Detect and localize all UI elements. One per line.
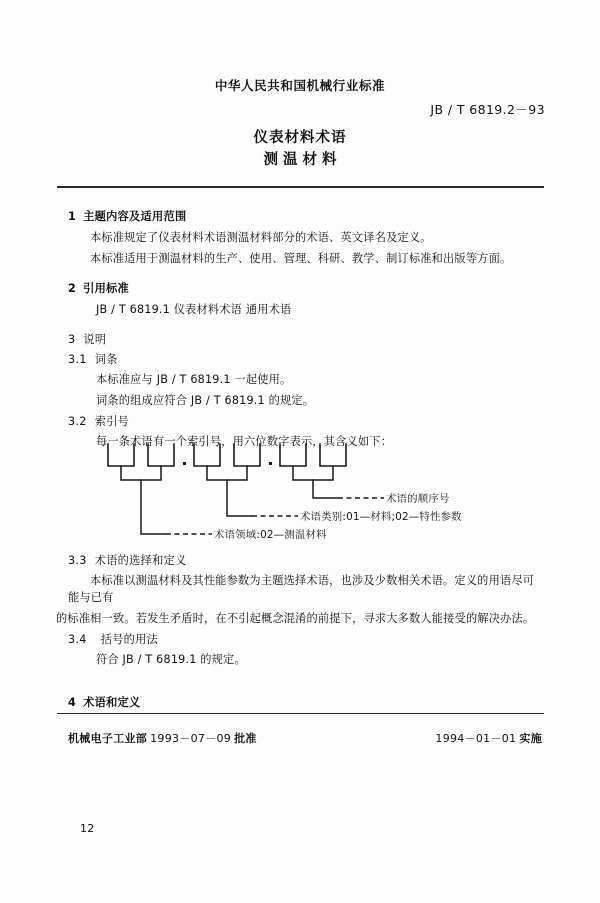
- bracket-sequence: [293, 466, 333, 480]
- section-4-number: 4: [68, 696, 77, 710]
- separator-dot-2: [269, 462, 272, 465]
- index-number-diagram: [100, 440, 540, 546]
- section-3-2-heading: [68, 413, 538, 429]
- section-3-4-heading: [68, 631, 538, 647]
- digit-box-1: [108, 444, 134, 466]
- digit-box-4: [234, 444, 260, 466]
- effective-date: 1994－01－01: [435, 732, 517, 745]
- bracket-category: [207, 466, 247, 480]
- section-3-3-paragraph-2: 的标准相一致。若发生矛盾时，在不引起概念混淆的前提下，寻求大多数人能接受的解决办法。: [56, 612, 535, 626]
- leader-field: [141, 480, 166, 534]
- footer-approval: [68, 730, 257, 746]
- section-3-4-paragraph-1: 符合 JB / T 6819.1 的规定。: [96, 653, 246, 667]
- section-2-number: 2: [68, 282, 77, 296]
- diagram-boxes: [108, 444, 346, 466]
- effective-suffix: 实施: [519, 732, 542, 745]
- section-1-number: 1: [68, 210, 77, 223]
- digit-box-6: [320, 444, 346, 466]
- section-2-title: 引用标准: [83, 282, 130, 296]
- annotation-field: 术语领域:02—测温材料: [214, 529, 327, 541]
- section-3-2-number: 3.2: [68, 415, 87, 429]
- section-1-heading: [68, 208, 538, 224]
- document-body-continued: [56, 552, 538, 715]
- footer-divider: [57, 713, 544, 714]
- section-3-3-paragraph-1: 本标准以测温材料及其性能参数为主题选择术语，也涉及少数相关术语。定义的用语尽可能与已有: [68, 574, 535, 605]
- diagram-brackets: [121, 466, 333, 480]
- digit-box-3: [194, 444, 220, 466]
- spacer: [68, 271, 538, 280]
- section-2-reference: JB / T 6819.1 仪表材料术语 通用术语: [96, 303, 292, 317]
- section-3-4-number: 3.4: [68, 633, 87, 647]
- leader-category: [227, 480, 252, 516]
- spacer: [68, 322, 538, 331]
- standard-number: JB / T 6819.2－93: [430, 102, 545, 117]
- section-3-heading: [68, 331, 538, 347]
- section-3-number: 3: [68, 333, 76, 347]
- approver-name: 机械电子工业部: [68, 732, 148, 745]
- document-body: [68, 208, 538, 454]
- section-3-3-number: 3.3: [68, 554, 87, 567]
- page-number: 12: [80, 822, 95, 835]
- annotation-sequence: 术语的顺序号: [386, 493, 450, 505]
- digit-box-2: [148, 444, 174, 466]
- section-3-1-number: 3.1: [68, 353, 87, 367]
- section-1-paragraph-2: 本标准适用于测温材料的生产、使用、管理、科研、教学、制订标准和出版等方面。: [90, 252, 512, 266]
- section-3-1-paragraph-2: 词条的组成应符合 JB / T 6819.1 的规定。: [96, 394, 315, 408]
- section-3-3-heading: [68, 552, 538, 568]
- header-divider: [57, 186, 544, 188]
- approval-date: 1993－07－09: [150, 732, 232, 745]
- separator-dot-1: [183, 462, 186, 465]
- section-2-heading: [68, 280, 538, 296]
- spacer: [68, 672, 538, 694]
- section-3-1-paragraph-1: 本标准应与 JB / T 6819.1 一起使用。: [96, 373, 292, 387]
- leader-sequence: [313, 480, 338, 498]
- footer-effective: [435, 730, 542, 746]
- section-3-4-title: 括号的用法: [100, 633, 159, 647]
- annotation-category: 术语类别:01—材料;02—特性参数: [300, 511, 462, 523]
- section-3-3-title: 术语的选择和定义: [94, 554, 187, 567]
- bracket-field: [121, 466, 161, 480]
- section-1-paragraph-1: 本标准规定了仪表材料术语测温材料部分的术语、英文译名及定义。: [90, 231, 432, 244]
- issuing-body: 中华人民共和国机械行业标准: [214, 78, 386, 93]
- section-3-2-title: 索引号: [94, 415, 130, 429]
- diagram-separators: [183, 462, 272, 465]
- section-4-title: 术语和定义: [83, 696, 141, 710]
- section-3-title: 说明: [83, 333, 107, 347]
- document-subtitle: 测温材料: [263, 152, 342, 168]
- section-1-title: 主题内容及适用范围: [83, 210, 187, 223]
- section-3-2-paragraph-1: 每一条术语有一个索引号，用六位数字表示，其含义如下：: [96, 435, 393, 449]
- diagram-leaders: [141, 480, 338, 534]
- approval-suffix: 批准: [234, 732, 257, 745]
- document-title: 仪表材料术语: [253, 130, 347, 146]
- section-3-1-title: 词条: [94, 353, 118, 367]
- digit-box-5: [280, 444, 306, 466]
- section-3-1-heading: [68, 351, 538, 367]
- section-4-heading: [68, 694, 538, 710]
